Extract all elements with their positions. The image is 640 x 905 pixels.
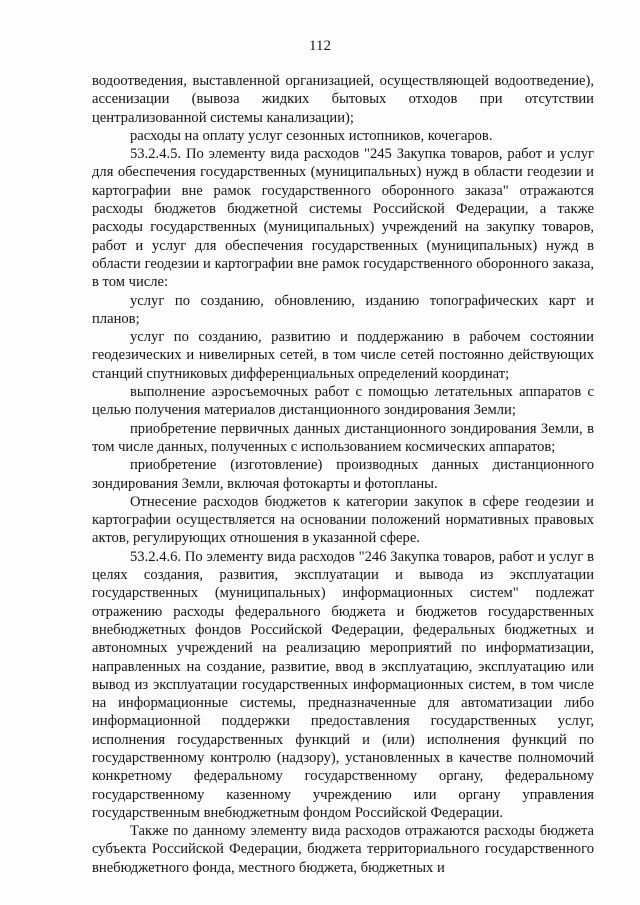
page-number: 112 [309, 38, 331, 54]
paragraph: 53.2.4.6. По элементу вида расходов "246 Закупка товаров, работ и услуг в целях создания, развития, эксплуатации и вывода из эксплуатации государственных (муниципальных) информационных систем" подлежат отражению расходы федерального бюджета и бюджетов государственных внебюджетных фондов Российской Федерации, федеральных бюджетных и автономных учреждений на реализацию мероприятий по информатизации, направленных на создание, развитие, ввод в эксплуатацию, эксплуатацию или вывод из эксплуатации государственных информационных систем, в том числе на информационные системы, предназначенные для автоматизации либо информационной поддержки предоставления государственных услуг, исполнения государственных функций и (или) исполнения функций по государственному контролю (надзору), установленных в качестве полномочий конкретному федеральному государственному органу, федеральному государственному казенному учреждению или органу управления государственным внебюджетным фондом Российской Федерации. [92, 548, 594, 821]
paragraph: приобретение первичных данных дистанционного зондирования Земли, в том числе данных, полученных с использованием космических аппаратов; [92, 420, 594, 455]
paragraph: Отнесение расходов бюджетов к категории закупок в сфере геодезии и картографии осуществляется на основании положений нормативных правовых актов, регулирующих отношения в указанной сфере. [92, 493, 594, 547]
paragraph: выполнение аэросъемочных работ с помощью летательных аппаратов с целью получения материалов дистанционного зондирования Земли; [92, 384, 594, 419]
paragraph: приобретение (изготовление) производных данных дистанционного зондирования Земли, включая фотокарты и фотопланы. [92, 457, 594, 492]
paragraph: водоотведения, выставленной организацией, осуществляющей водоотведение), ассенизации (вывоза жидких бытовых отходов при отсутствии централизованной системы канализации); [92, 73, 594, 126]
paragraph: 53.2.4.5. По элементу вида расходов "245 Закупка товаров, работ и услуг для обеспечения государственных (муниципальных) нужд в области геодезии и картографии вне рамок государственного оборонного заказа" отражаются расходы бюджетов бюджетной системы Российской Федерации, а также расходы государственных (муниципальных) учреждений на закупку товаров, работ и услуг для обеспечения государственных (муниципальных) нужд в области геодезии и картографии вне рамок государственного оборонного заказа, в том числе: [92, 146, 594, 291]
paragraph: расходы на оплату услуг сезонных истопников, кочегаров. [130, 127, 493, 144]
body-text [92, 72, 594, 877]
paragraph: Также по данному элементу вида расходов отражаются расходы бюджета субъекта Российской Федерации, бюджета территориального государственного внебюджетного фонда, местного бюджета, бюджетных и [92, 823, 594, 876]
paragraph: услуг по созданию, обновлению, изданию топографических карт и планов; [92, 292, 594, 327]
paragraph: услуг по созданию, развитию и поддержанию в рабочем состоянии геодезических и нивелирных сетей, в том числе сетей постоянно действующих станций спутниковых дифференциальных определений координат; [92, 329, 594, 382]
